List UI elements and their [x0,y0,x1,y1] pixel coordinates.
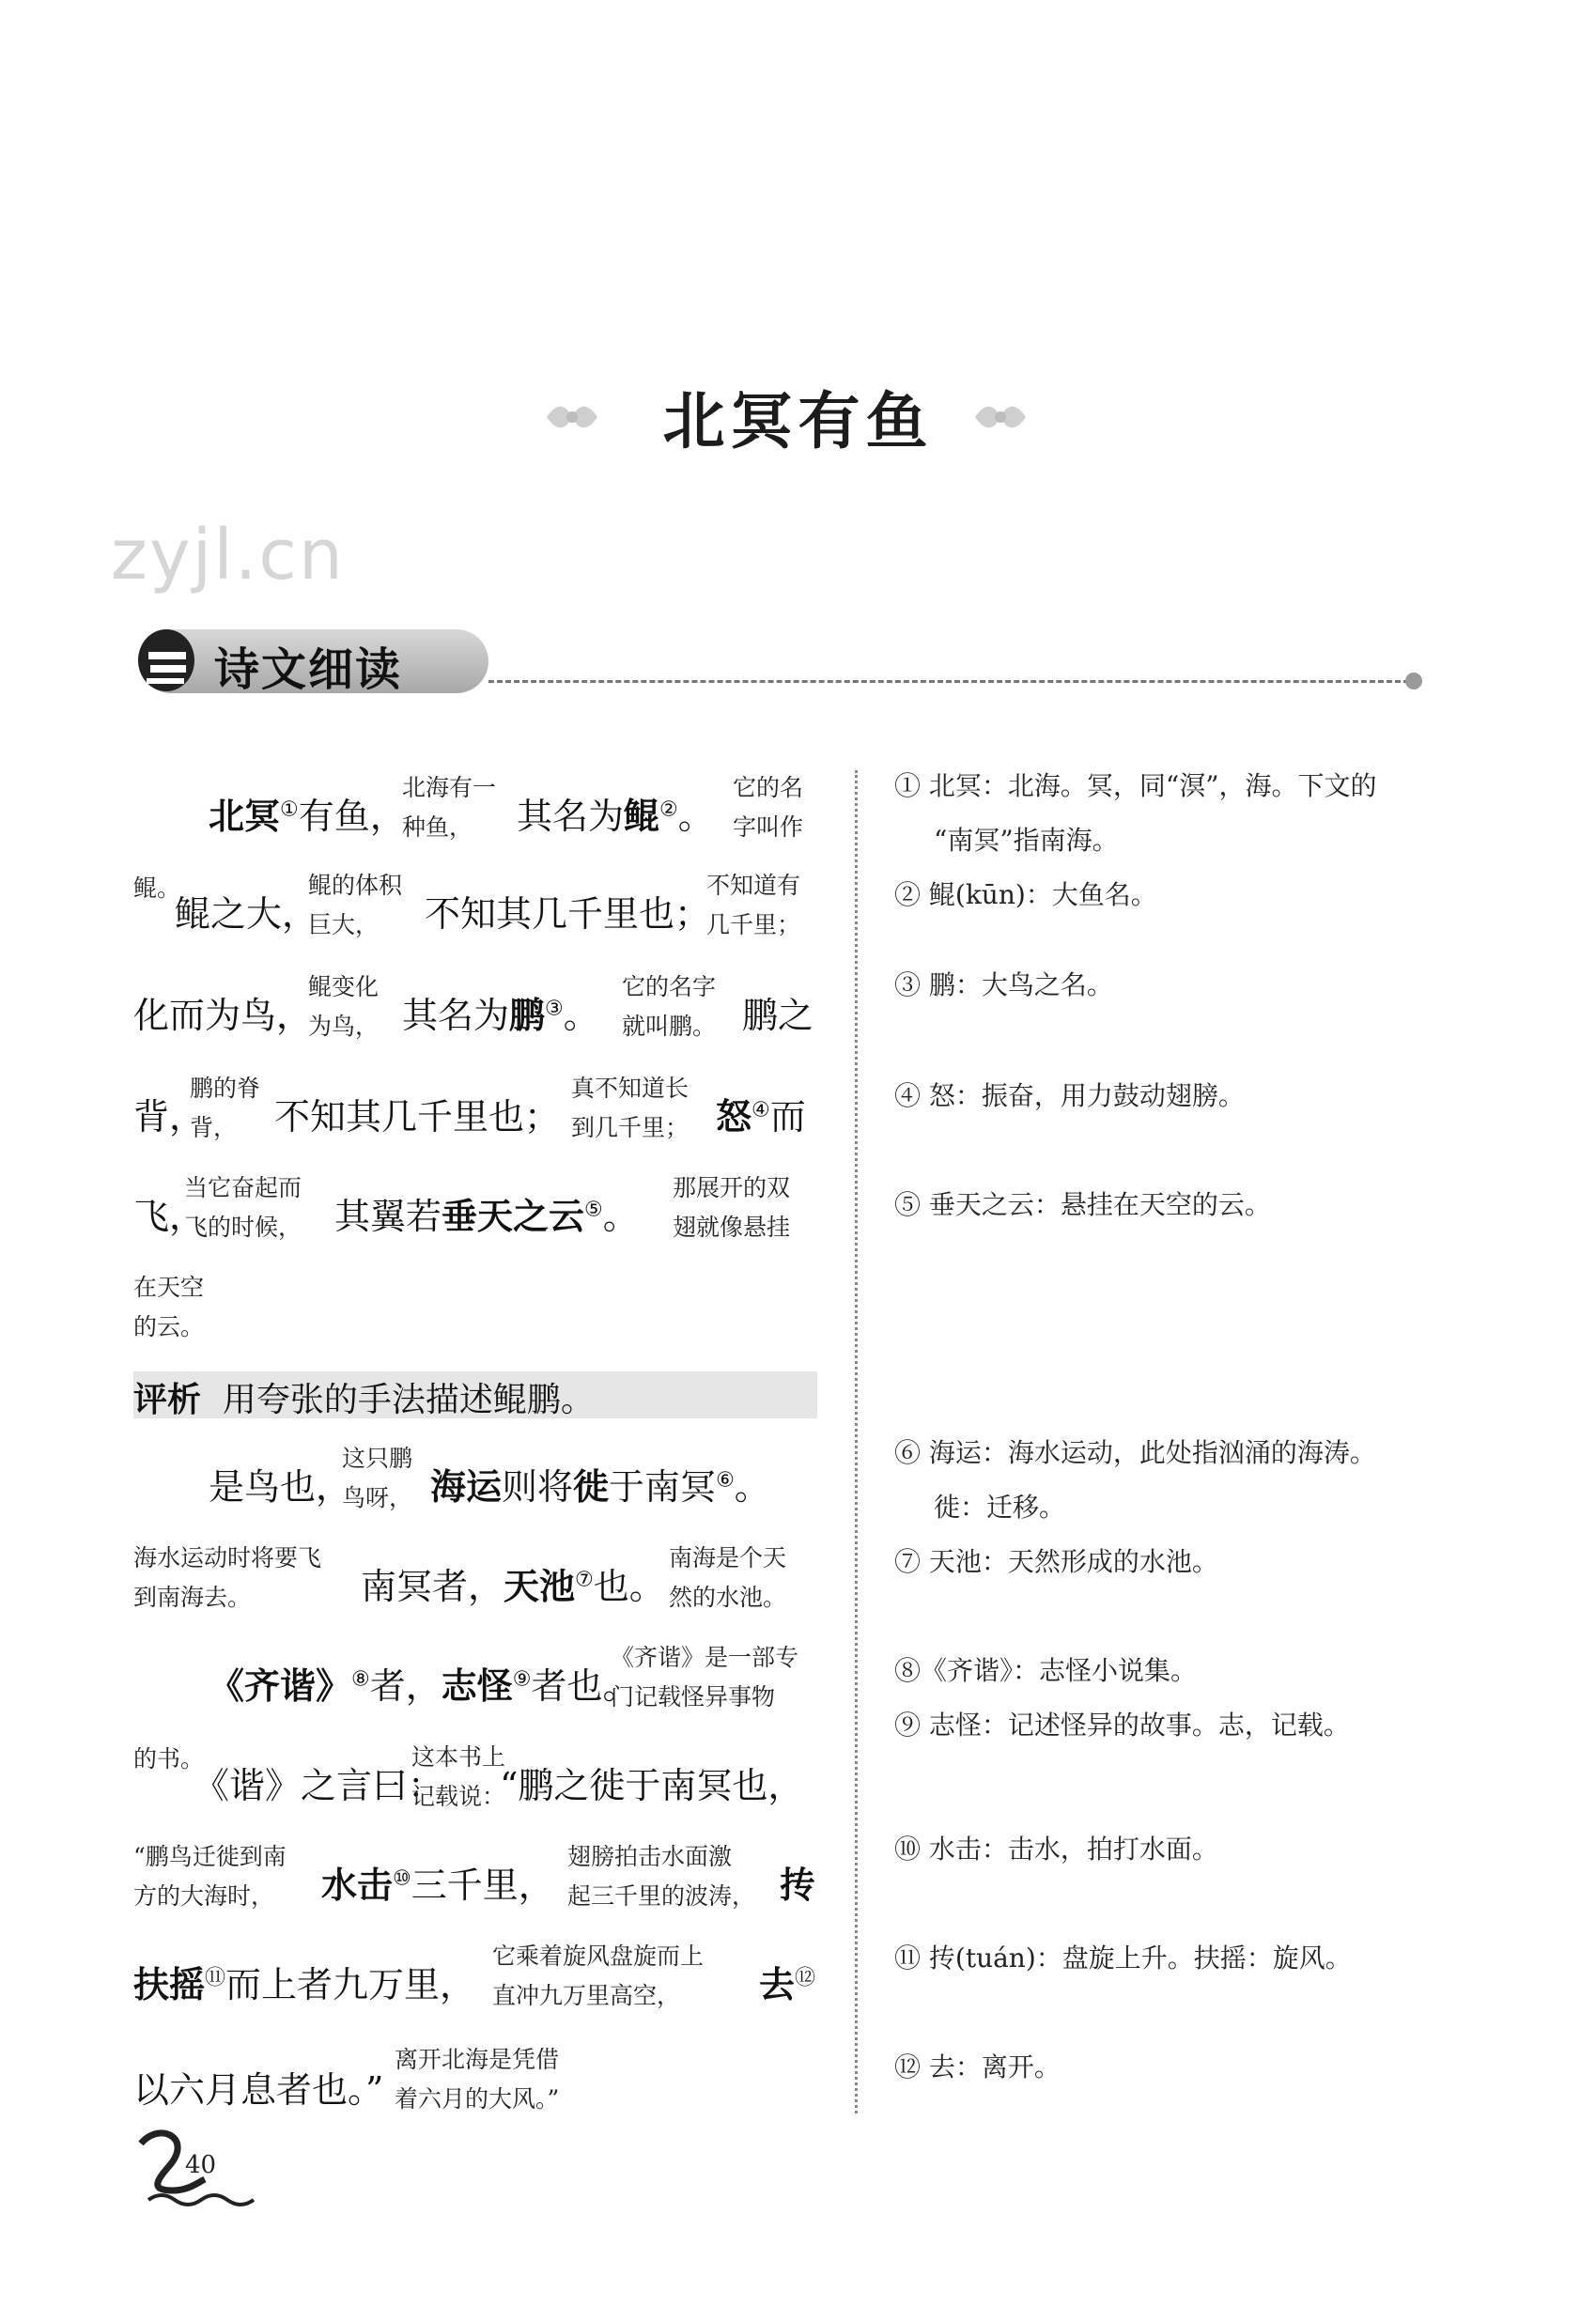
gloss-4a: 鹏的脊 背， [190,1075,261,1141]
passage-line-5: 飞， [133,1196,206,1237]
gloss-6: 在天空 的云。 [133,1274,205,1340]
passage-line-8: 南冥者，天池⑦也。 [361,1565,665,1607]
note-1: ① 北冥：北海。冥，同“溟”，海。下文的 [894,770,1377,801]
gloss-8b: 南海是个天 然的水池。 [669,1544,787,1611]
passage-line-3: 化而为鸟， [133,995,313,1036]
note-4: ④ 怒：振奋，用力鼓动翅膀。 [894,1080,1245,1111]
gloss-11b: 翅膀拍击水面激 起三千里的波涛， [567,1843,756,1910]
gloss-13: 离开北海是凭借 着六月的大风。” [395,2046,560,2113]
watermark: zyjl.cn [111,515,345,596]
passage-line-7b: 海运则将徙于南冥⑥。 [430,1465,770,1508]
passage-line-9: 《齐谐》⑧者，志怪⑨者也。 [209,1664,639,1707]
right-ornament-icon [971,397,1030,437]
books-icon [137,627,195,693]
passage-line-1: 北冥①有鱼， [209,795,406,837]
gloss-7: 这只鹏 鸟呀， [342,1445,413,1511]
gloss-1b: 它的名 字叫作 [733,774,804,841]
title-area [0,362,1596,474]
gloss-1a: 北海有一 种鱼， [402,774,497,841]
passage-line-12c: 去⑫ [759,1963,816,2005]
note-3: ③ 鹏：大鸟之名。 [894,969,1113,1000]
note-5: ⑤ 垂天之云：悬挂在天空的云。 [894,1189,1271,1220]
note-7: ⑦ 天池：天然形成的水池。 [894,1546,1218,1577]
note-10: ⑩ 水击：击水，拍打水面。 [894,1834,1218,1865]
gloss-12: 它乘着旋风盘旋而上 直冲九万里高空， [492,1943,705,2009]
note-6: ⑥ 海运：海水运动，此处指汹涌的海涛。 [894,1437,1376,1468]
gloss-2b: 鲲的体积 巨大， [308,872,403,938]
gloss-4b: 真不知道长 到几千里； [571,1075,690,1141]
passage-line-11: 水击⑩三千里， [321,1864,554,1906]
passage-line-11c: 抟 [780,1864,816,1906]
gloss-10a: 的书。 [133,1745,205,1772]
passage-line-3b: 其名为鹏③。 [402,994,599,1036]
note-11: ⑪ 抟(tuán)：盘旋上升。扶摇：旋风。 [894,1943,1352,1974]
passage-line-13: 以六月息者也。” [133,2069,384,2111]
passage-line-5b: 其翼若垂天之云⑤。 [334,1195,639,1237]
gloss-3a: 鲲变化 为鸟， [308,973,380,1040]
section-end-dot [1405,673,1422,689]
gloss-2a: 鲲。 [133,875,181,902]
evaluation: 评析 用夸张的手法描述鲲鹏。 [133,1381,595,1419]
column-divider [855,770,858,2113]
passage-line-3c: 鹏之 [742,995,814,1036]
passage-line-7: 是鸟也， [209,1466,352,1508]
note-8: ⑧《齐谐》：志怪小说集。 [894,1655,1198,1686]
note-2: ② 鲲(kūn)：大鱼名。 [894,879,1157,910]
note-12: ⑫ 去：离开。 [894,2051,1061,2082]
page-title: 北冥有鱼 [662,384,934,457]
passage-line-2b: 不知其几千里也； [425,893,711,935]
passage-line-1b: 其名为鲲②。 [517,795,714,837]
passage-line-10b: “鹏之徙于南冥也， [500,1765,804,1806]
gloss-5a: 当它奋起而 飞的时候， [184,1174,302,1241]
note-1-cont: “南冥”指南海。 [934,825,1119,856]
passage-line-4b: 不知其几千里也； [274,1096,561,1138]
passage-line-12: 扶摇⑪而上者九万里， [133,1963,476,2005]
passage-line-2: 鲲之大， [175,893,318,935]
gloss-2c: 不知道有 几千里； [706,872,801,938]
note-6-cont: 徙：迁移。 [934,1492,1066,1523]
note-9: ⑨ 志怪：记述怪异的故事。志，记载。 [894,1710,1350,1741]
page-number: 40 [185,2151,217,2179]
section-dashed-line [488,680,1409,683]
passage-line-10: 《谐》之言曰： [194,1765,444,1806]
gloss-5b: 那展开的双 翅就像悬挂 [673,1174,791,1241]
gloss-11a: “鹏鸟迁徙到南 方的大海时， [133,1843,287,1910]
gloss-8a: 海水运动时将要飞 到南海去。 [133,1544,322,1611]
gloss-3b: 它的名字 就叫鹏。 [622,973,717,1040]
passage-line-4c: 怒④而 [716,1095,806,1138]
section-label: 诗文细读 [214,643,403,696]
gloss-10b: 这本书上 记载说： [411,1743,506,1810]
gloss-9: 《齐谐》是一部专 门记载怪异事物 [611,1644,799,1711]
passage-line-4: 背， [133,1096,206,1138]
